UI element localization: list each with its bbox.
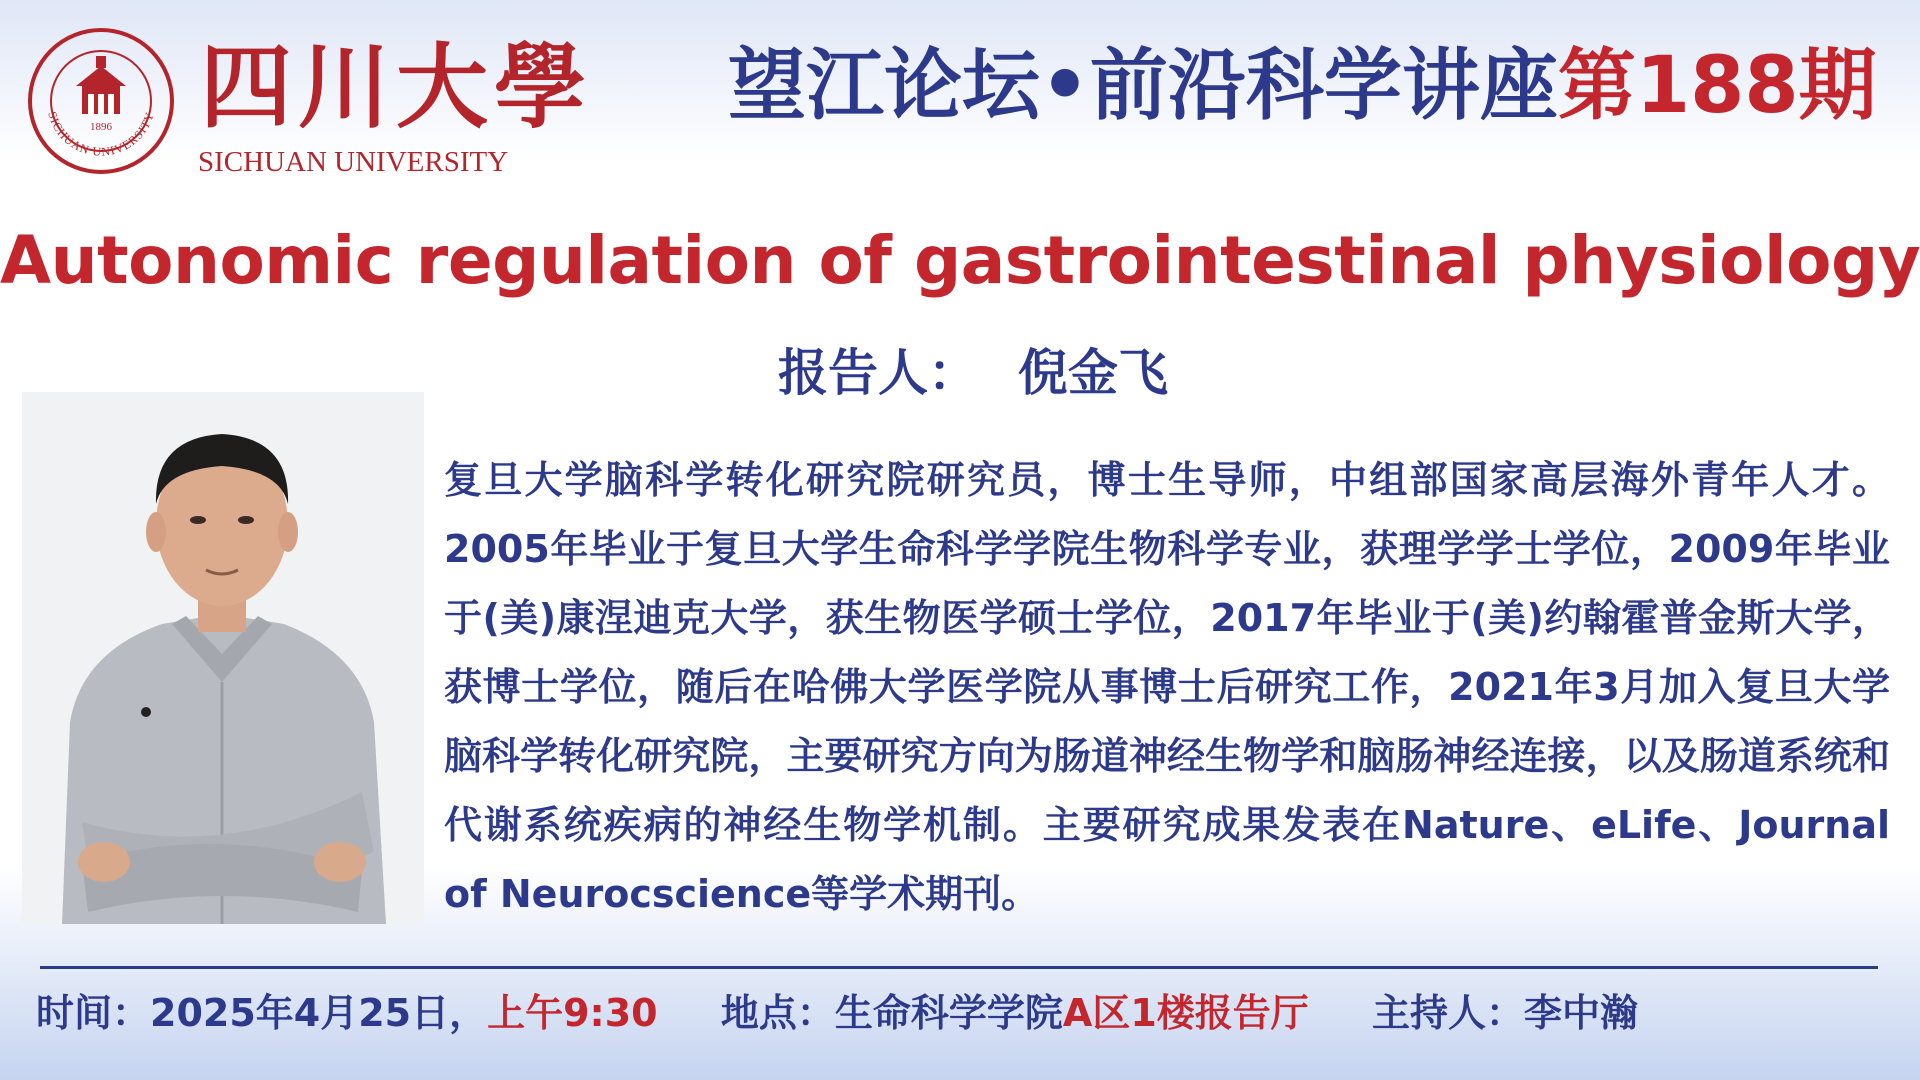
talk-title: Autonomic regulation of gastrointestinal physiology bbox=[0, 222, 1920, 299]
host-label: 主持人： bbox=[1372, 991, 1525, 1035]
event-time: 上午9:30 bbox=[487, 991, 658, 1035]
event-info-footer bbox=[36, 982, 1896, 1044]
speaker-photo bbox=[22, 392, 424, 924]
event-place: 生命科学学院 bbox=[834, 991, 1063, 1035]
university-seal-logo bbox=[26, 26, 176, 176]
event-room: A区1楼报告厅 bbox=[1062, 991, 1309, 1035]
place-label: 地点： bbox=[720, 991, 835, 1035]
speaker-row bbox=[778, 338, 1168, 408]
time-label: 时间： bbox=[36, 991, 151, 1035]
seal-year: 1896 bbox=[90, 121, 112, 133]
forum-issue-number: 第188期 bbox=[1557, 41, 1877, 131]
svg-text:SICHUAN UNIVERSITY bbox=[45, 110, 157, 159]
host-name: 李中瀚 bbox=[1524, 991, 1639, 1035]
forum-title bbox=[728, 36, 1888, 136]
university-name-en: SICHUAN UNIVERSITY bbox=[198, 146, 509, 178]
speaker-name: 倪金飞 bbox=[1018, 344, 1168, 402]
forum-series-name: 望江论坛•前沿科学讲座 bbox=[728, 41, 1558, 131]
speaker-bio: 复旦大学脑科学转化研究院研究员，博士生导师，中组部国家高层海外青年人才。2005年毕业于复旦大学生命科学学院生物科学专业，获理学学士学位，2009年毕业于(美)康涅迪克大学，获生物医学硕士学位，2017年毕业于(美)约翰霍普金斯大学，获博士学位，随后在哈佛大学医学院从事博士后研究工作，2021年3月加入复旦大学脑科学转化研究院，主要研究方向为肠道神经生物学和脑肠神经连接，以及肠道系统和代谢系统疾病的神经生物学机制。主要研究成果发表在Nature、eLife、Journal of Neurocscience等学术期刊。 bbox=[444, 458, 1890, 916]
footer-divider bbox=[40, 966, 1878, 969]
university-name-cn: 四川大學 bbox=[200, 33, 593, 141]
seal-arc-text: SICHUAN UNIVERSITY bbox=[45, 109, 157, 159]
speaker-label: 报告人： bbox=[778, 344, 978, 402]
event-date: 2025年4月25日， bbox=[150, 991, 488, 1035]
